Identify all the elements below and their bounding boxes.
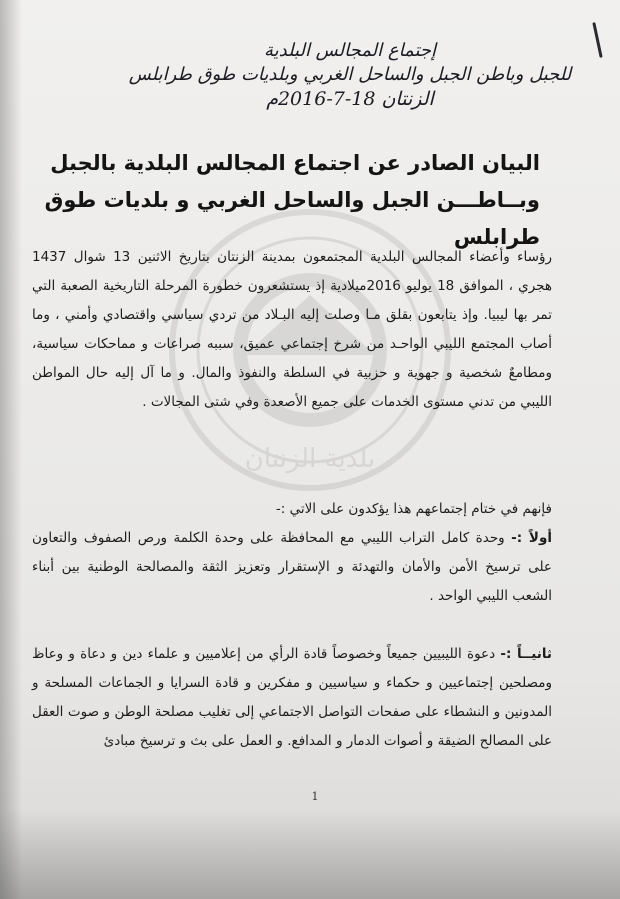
left-edge-shadow bbox=[0, 0, 22, 899]
page-number: 1 bbox=[311, 790, 319, 803]
resolutions-section bbox=[32, 495, 552, 611]
statement-title-line-2: وبــاطـــن الجبل والساحل الغربي و بلديات طوق طرابلس bbox=[44, 188, 540, 249]
pen-mark bbox=[592, 22, 602, 58]
second-resolution-text: دعوة الليبيين جميعاً وخصوصاً قادة الرأي من إعلاميين و علماء دين و دعاة و وعاظ ومصلحين إجتماعيين و حكماء و سياسيين و مفكرين و قادة السرايا و الجماعات المسلحة و المدونين و النشطاء على صفحات التواصل الاجتماعي إلى تغليب مصلحة الوطن و صوت العقل على المصالح الضيقة و أصوات الدمار و المدافع. و العمل على بث و ترسيخ مبادئ bbox=[32, 646, 552, 749]
header-line-1: إجتماع المجالس البلدية bbox=[263, 40, 437, 61]
bottom-edge-shadow bbox=[0, 809, 620, 899]
header-line-3: الزنتان 18-7-2016م bbox=[266, 88, 434, 110]
first-resolution-text: وحدة كامل التراب الليبي مع المحافظة على وحدة الكلمة ورص الصفوف والتعاون على ترسيخ الأمن والأمان والتهدئة و الإستقرار وتعزيز الثقة والمصالحة الوطنية بين أبناء الشعب الليبي الواحد . bbox=[32, 530, 552, 604]
lead-sentence: فإنهم في ختام إجتماعهم هذا يؤكدون على الاتي :- bbox=[275, 501, 552, 517]
intro-paragraph: رؤساء وأعضاء المجالس البلدية المجتمعون بمدينة الزنتان بتاريخ الاثنين 13 شوال 1437 هجري ، الموافق 18 يوليو 2016ميلادية إذ يستشعرون خطورة المرحلة التاريخية الصعبة التي تمر بها ليبيا. وإذ يتابعون بقلق مـا وصلت إليه البـلاد من تردي سياسي واقتصادي وأمني ، وما أصاب المجتمع الليبي الواحـد من شرخ إجتماعي عميق، سببه صراعات و مماحكات سياسية، ومطامعٌ شخصية و جهوية و حزبية في السلطة والنفوذ والمال. و ما آل إليه حال المواطن الليبي من تدني مستوى الخدمات على جميع الأصعدة وفي شتى المجالات . bbox=[32, 249, 553, 410]
header-line-2: للجبل وباطن الجبل والساحل الغربي وبلديات طوق طرابلس bbox=[128, 64, 572, 85]
first-resolution bbox=[32, 524, 552, 611]
first-resolution-label: أولاً :- bbox=[511, 530, 552, 546]
second-resolution bbox=[32, 640, 552, 756]
seal-text: بلدية الزنتان bbox=[244, 444, 376, 474]
statement-title bbox=[40, 145, 540, 256]
second-resolution-label: ثانيــاً :- bbox=[500, 646, 552, 662]
statement-title-line-1: البيان الصادر عن اجتماع المجالس البلدية بالجبل bbox=[50, 151, 540, 175]
